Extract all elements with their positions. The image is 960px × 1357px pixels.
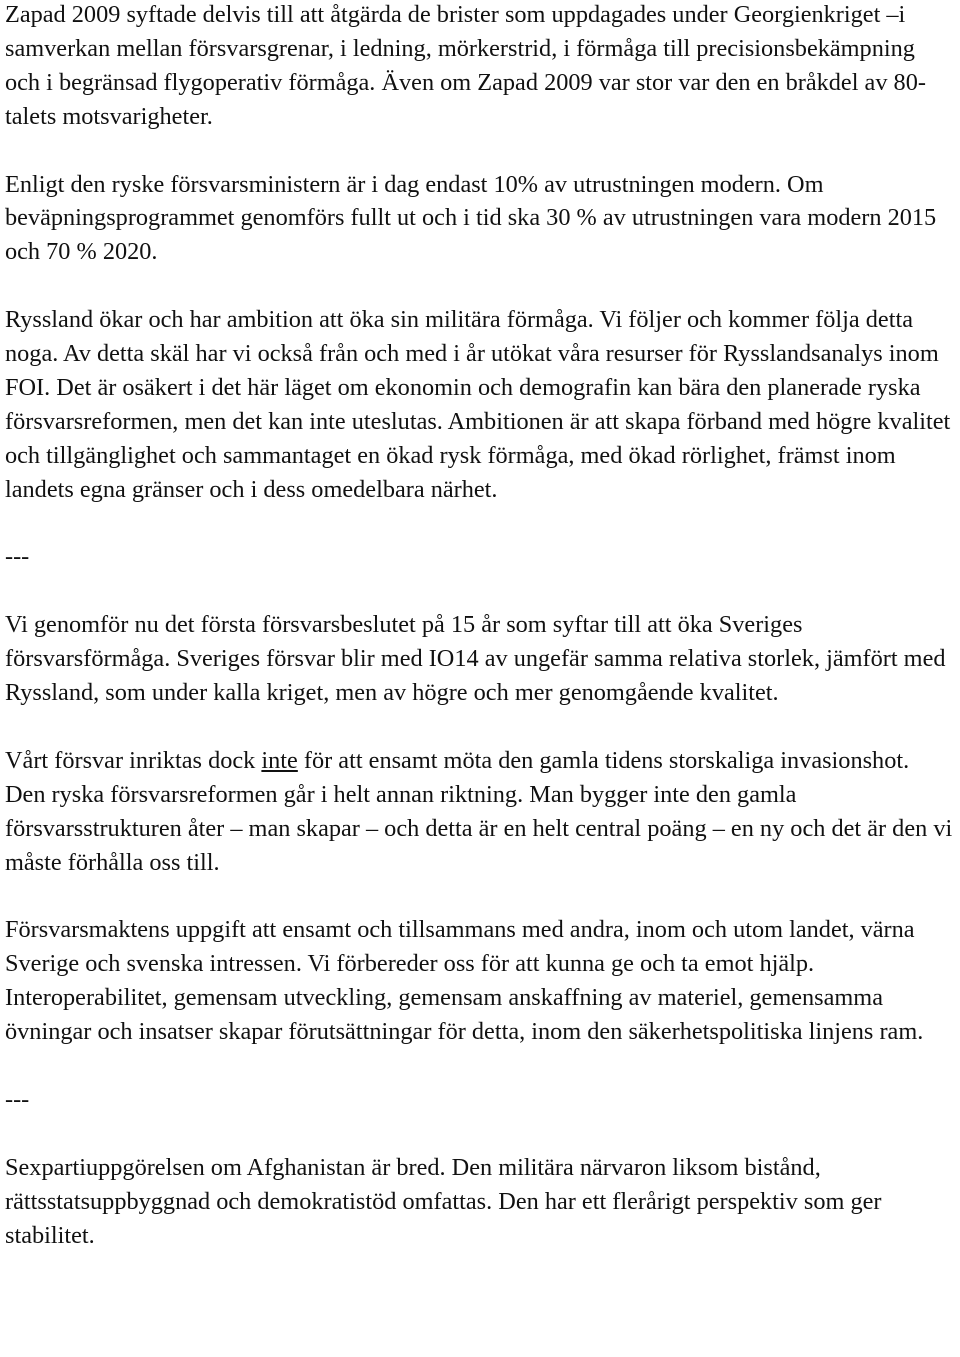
- underlined-word: inte: [261, 746, 298, 774]
- paragraph-armed-forces-task: Försvarsmaktens uppgift att ensamt och tillsammans med andra, inom och utom landet, värna Sverige och svenska intressen. Vi förbereder oss för att kunna ge och ta emot hjälp. Interoperabilitet, gemensam utveckling, gemensam anskaffning av materiel, gemensamma övningar och insatser skapar förutsättningar för detta, inom den säkerhetspolitiska linjens ram.: [5, 916, 924, 1046]
- document-page: [5, 0, 955, 1286]
- section-separator: ---: [5, 1085, 30, 1113]
- paragraph-russia-ambition: Ryssland ökar och har ambition att öka sin militära förmåga. Vi följer och kommer följa detta noga. Av detta skäl har vi också från och med i år utökat våra resurser för Rysslandsanalys inom FOI. Det är osäkert i det här läget om ekonomin och demografin kan bära den planerade ryska försvarsreformen, men det kan inte uteslutas. Ambitionen är att skapa förband med högre kvalitet och tillgänglighet och sammantaget en ökad rysk förmåga, med ökad rörlighet, främst inom landets egna gränser och i dess omedelbara närhet.: [5, 306, 951, 503]
- paragraph-defence-orientation: [5, 744, 955, 880]
- section-separator: ---: [5, 543, 30, 571]
- paragraph-afghanistan-agreement: Sexpartiuppgörelsen om Afghanistan är bred. Den militära närvaron liksom bistånd, rättsstatsuppbyggnad och demokratistöd omfattas. Den har ett flerårigt perspektiv som ger stabilitet.: [5, 1153, 882, 1249]
- paragraph-text-start: Vårt försvar inriktas dock: [5, 746, 262, 774]
- paragraph-defence-decision: Vi genomför nu det första försvarsbeslutet på 15 år som syftar till att öka Sveriges försvarsförmåga. Sveriges försvar blir med IO14 av ungefär samma relativa storlek, jämfört med Ryssland, som under kalla kriget, men av högre och mer genomgående kvalitet.: [5, 611, 946, 707]
- paragraph-text-end: för att ensamt möta den gamla tidens storskaliga invasionshot. Den ryska försvarsreformen går i helt annan riktning. Man bygger inte den gamla försvarsstrukturen åter – man skapar – och detta är en helt central poäng – en ny och det är den vi måste förhålla oss till.: [5, 746, 953, 876]
- paragraph-zapad-2009: Zapad 2009 syftade delvis till att åtgärda de brister som uppdagades under Georgienkriget –i samverkan mellan försvarsgrenar, i ledning, mörkerstrid, i förmåga till precisionsbekämpning och i begränsad flygoperativ förmåga. Även om Zapad 2009 var stor var den en bråkdel av 80-talets motsvarigheter.: [5, 1, 926, 130]
- paragraph-equipment-modernization: Enligt den ryske försvarsministern är i dag endast 10% av utrustningen modern. Om beväpningsprogrammet genomförs fullt ut och i tid ska 30 % av utrustningen vara modern 2015 och 70 % 2020.: [5, 170, 937, 266]
